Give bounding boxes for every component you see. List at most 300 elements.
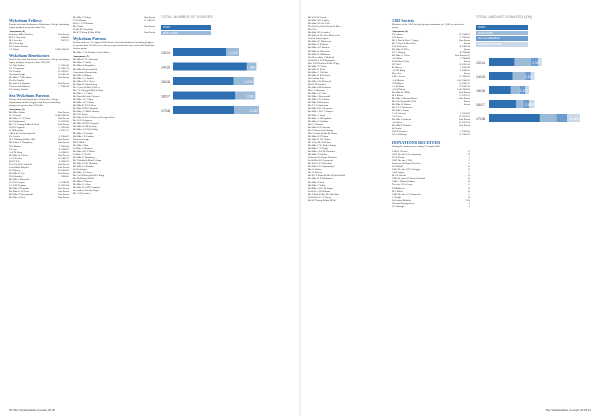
donor-name: Mr Mike Bunchenthal & <box>73 67 98 71</box>
donor-detail: I 1953-63 <box>460 112 470 116</box>
donor-detail: A 1986-91 <box>58 150 69 154</box>
donor-detail: Past Parent <box>58 153 69 157</box>
section-intro: Donors who total donations to Winchester College (including legacy pledges) are greater than £1m <box>9 22 69 29</box>
donor-name: Mr Mike C G Burrell <box>73 76 94 80</box>
donor-name: Mr T W Ng & Mrs E Ho <box>392 99 417 103</box>
donor-name: Mr Mike M J Lindley <box>308 19 330 23</box>
page-gutter <box>299 0 301 416</box>
donor-detail: B 1953-54 <box>459 63 470 67</box>
donor-name: Mr Mike D J L Alderman <box>73 58 98 62</box>
donor-name: Mr Mike R J Mills <box>392 90 411 94</box>
donor-detail: Past Parent <box>58 75 69 79</box>
bar-segment <box>489 58 514 66</box>
donor-detail: Past Parent <box>58 171 69 175</box>
donor-detail: Past Parent <box>144 16 155 19</box>
donor-name: Mr Mike & The Hon Mrs Lovell <box>308 34 340 38</box>
donor-name: C J M Mark <box>392 84 404 88</box>
donor-detail: Past Parent <box>58 190 69 194</box>
donor-name: Mr Mike P S Hotaker <box>73 165 95 169</box>
donor-name: Mr Mike A D Collins <box>73 101 94 105</box>
donor-name: Dr Mike T H S Ho <box>73 152 92 156</box>
donor-detail: Parent <box>463 48 470 52</box>
donor-list <box>73 58 155 195</box>
column-4 <box>392 16 470 404</box>
donor-name: H M Steadley <box>9 174 23 178</box>
donor-name: Mr Mike J Morton-Moore <box>392 96 418 100</box>
donor-detail: ColI 1986-91 <box>456 78 470 82</box>
bar-segment <box>489 86 511 94</box>
donor-name: J R Goolen <box>9 135 20 139</box>
donor-name: 1942 The late C Hill <box>392 159 412 163</box>
donor-detail: D <box>468 174 470 178</box>
donor-name: A R Longley <box>392 171 405 175</box>
donor-name: Mr M T Wong & Mrs M Mei <box>308 198 337 202</box>
donor-name: Mr Mike J P Gordon <box>73 131 94 135</box>
donor-name: Mr Mike M A D H Lill <box>308 22 331 26</box>
data-label: 2,510 <box>524 74 534 79</box>
donor-detail: H <box>468 180 470 184</box>
data-label: 1,530 <box>244 79 253 84</box>
donor-detail: Past Parent <box>58 117 69 121</box>
donor-name: Mr Mike P R K Hoffman <box>73 161 98 165</box>
donor-name: Mr C P Claring & Mrs K Duda <box>9 123 40 127</box>
donor-name: Mr Mike K E Whitmarsh <box>308 177 333 181</box>
donor-name: Mrs H M Priestley <box>308 83 327 87</box>
section-subheading: Anonymous (6) <box>9 29 25 33</box>
donor-name: Mr Mike M J N Hinde <box>73 149 96 153</box>
donor-name: & Mrs M Chin-Watt <box>73 28 93 32</box>
donor-name: 1946 C Ellinor-Gardner <box>392 180 416 184</box>
donor-name: Mr E T V Sanderson <box>392 105 413 109</box>
donor-name: J K Tidball <box>392 165 403 169</box>
donor-name: Mr R Loveday <box>9 41 24 45</box>
donor-name: Dr & Mrs J W P Mylegards <box>308 58 335 62</box>
donor-name: Mr Y Chen & Mrs S Hei <box>392 41 417 45</box>
legend-item: NON-OWS <box>161 31 211 36</box>
donor-name: Albert & Carolina Ipswich <box>9 132 36 136</box>
donor-name: Mr Mike S R V Chow <box>73 79 95 83</box>
donor-detail: K 1969-73 <box>58 156 69 160</box>
donor-name: Mr David & Lady Clement <box>73 94 100 98</box>
donor-name: A W M Kang <box>392 69 406 73</box>
donor-name: A D M Mead <box>392 87 405 91</box>
bar-segment <box>489 114 540 122</box>
donor-name: M S Miller <box>392 189 403 193</box>
donor-name: Mr John N P Bytman <box>9 81 30 85</box>
donor-name: Mr Mike A J Ferre <box>392 54 411 58</box>
donor-detail: D 1963-66 <box>58 184 69 188</box>
donor-name: Mr T Watt <box>73 25 84 29</box>
donor-name: Mr Mike J C Clarke <box>73 91 93 95</box>
bar-segment <box>489 72 513 80</box>
donor-detail: C <box>468 192 470 196</box>
donor-name: Mr Mike M J J Seymour <box>308 107 333 111</box>
donor-name: M D J Cheesman <box>9 35 26 39</box>
donor-name: Mr Mike R J Millman <box>308 52 330 56</box>
footer-right: The Wykehamist Journal 2018 91 <box>545 408 591 412</box>
category-label: 16/17 <box>476 102 485 107</box>
donor-name: A P Gibbs <box>392 57 402 61</box>
donor-name: Mr Y Ichida & Mrs K Chang <box>73 158 102 162</box>
donor-name: Mr J J Vaskey <box>308 168 322 172</box>
donor-name: D H Marlow <box>9 144 22 148</box>
donor-row <box>9 196 69 199</box>
donor-name: Mr Mike A West <box>308 180 325 184</box>
donor-row <box>308 199 388 202</box>
donor-name: Mr A W M Kang & Mrs J Kang <box>73 174 105 178</box>
donor-name: Dr & Mrs D C T Wong <box>308 195 331 199</box>
donor-name: Mr Mike R L M U Lambert <box>73 186 100 190</box>
donor-detail: I 1963-64 <box>59 144 69 148</box>
donor-detail: B 1980-84 <box>459 51 470 55</box>
donor-name: Mrs T M Nicolson & Mr J Pigg <box>308 61 339 65</box>
donor-name: Mr Mike T C H Chan <box>9 117 31 121</box>
data-label: 5,484 <box>570 116 579 121</box>
donor-name: Mr C P Claring & Mrs K Duda <box>73 88 104 92</box>
column-2 <box>73 16 155 404</box>
donor-detail: Past Parent <box>459 118 470 122</box>
donor-name: Mrs I L Robinson <box>308 89 326 93</box>
donor-name: J L Oxburgh <box>392 204 405 208</box>
donor-name: Mr Mike H P O G Dore <box>73 104 97 108</box>
donor-name: Mr Mike W D Stewart <box>308 125 330 129</box>
donor-name: Mr P Summers & Darling <box>308 128 334 132</box>
donor-detail: I 1983-85 <box>460 130 470 134</box>
donor-name: Sir Graham Pont <box>308 76 325 80</box>
donor-name: Mr Mike K Chiat Kuang <box>73 82 98 86</box>
legend-item: GA CLAIMABLE <box>476 36 528 41</box>
section-heading-1382: 1382 Society <box>392 17 415 23</box>
donor-name: F Peterworth-Murray <box>9 85 30 89</box>
section-subheading: Anonymous (7) <box>73 55 89 59</box>
donor-name: Mr Mike P V Anlyssanadel <box>308 165 335 169</box>
donor-name: Mr Mike J Sumer <box>392 109 410 112</box>
donor-detail: D 1969-74 <box>459 84 470 88</box>
donor-name: J R Ashton <box>392 32 403 36</box>
donor-detail: H 1948-53 <box>459 32 470 36</box>
donor-detail: I 1965-62 <box>460 66 470 70</box>
donor-name: Mr Mike M H D Dunstan <box>73 107 98 111</box>
data-label: 2,197 <box>519 88 528 93</box>
column-1 <box>9 16 69 404</box>
donor-detail: 1964-68 <box>60 35 69 39</box>
donor-name: Mrs S Smith & Mrs M Taylor <box>308 131 338 135</box>
donor-name: Mr Mike D R Perpetot <box>308 73 331 77</box>
donor-name: J N Ayre <box>9 147 18 151</box>
bar-segment <box>514 58 530 66</box>
donor-name: Ms Mike D I P Trace <box>9 190 30 194</box>
donor-name: The Ou Family <box>9 78 24 82</box>
donor-name: 1941 The late E D Armstrong <box>392 153 421 157</box>
donor-name: Mr J P Waters <box>308 171 322 175</box>
donor-name: Mr G A Stinson <box>308 122 324 126</box>
donor-name: M J W Rowler <box>392 174 407 178</box>
donor-name: A J Whyte <box>9 48 20 52</box>
donor-detail: Past Parent <box>58 111 69 114</box>
donor-detail: F 1976-81 <box>459 35 470 39</box>
donor-name: Mr Mike P J Mackenzie <box>308 40 332 44</box>
donor-detail: Past Parent <box>58 165 69 169</box>
donor-name: J D A Walling d <box>392 133 408 137</box>
donor-name: Professor Mike Hockley <box>9 32 33 36</box>
data-label: 2,553 <box>524 102 534 107</box>
legend-item: NON-OWS <box>476 31 528 36</box>
donor-list <box>392 33 470 137</box>
bar-segment <box>173 106 234 114</box>
donor-row <box>73 192 155 195</box>
donor-detail: K 1963-67 <box>58 69 69 73</box>
chart-legend-amount <box>476 25 528 47</box>
donor-name: Mr M J P Webb & Mrs K Ijinsk-Webb <box>308 174 346 178</box>
donor-name: Mr Mike N Bengalloa <box>73 64 95 68</box>
category-label: 17/18 <box>476 116 485 121</box>
donor-list <box>9 64 69 91</box>
donor-detail: D <box>468 189 470 193</box>
donor-detail: C 1965-69 <box>58 63 69 67</box>
legend-item: OWS <box>476 25 528 30</box>
donor-detail: B 1983-87 <box>58 147 69 151</box>
donor-row <box>73 31 155 34</box>
donor-name: R J C Ekberg <box>392 51 406 55</box>
donor-name: Cornerstone Bandership <box>73 70 97 74</box>
donors-chart <box>160 48 270 123</box>
donor-name: Mr J Chew & Mrs S M Lee <box>73 85 100 89</box>
section-heading-patrons: Wykeham Patrons <box>73 35 107 41</box>
donor-name: Mr J G D Ferguson <box>73 119 92 123</box>
donor-detail: Past Parent (G) <box>455 54 470 58</box>
donor-detail: G <box>468 149 470 153</box>
donor-detail: Past Parent <box>459 90 470 94</box>
column-3 <box>308 16 388 404</box>
donor-name: N DH Ferguson <box>9 126 25 130</box>
donor-detail: H <box>468 153 470 157</box>
donor-detail: E 1964-67 <box>58 135 69 139</box>
category-label: 14/15 <box>476 74 485 79</box>
bar-segment <box>173 63 247 71</box>
donor-name: C R Williams <box>73 19 87 23</box>
donor-name: A P J Stoe <box>392 115 402 119</box>
donor-detail: I <box>469 156 470 160</box>
donor-name: D P Gordon <box>9 69 21 73</box>
donor-name: Mr Mike A J M Spalder <box>308 116 332 120</box>
donor-name: Mr Mike A K M Powell <box>308 79 332 83</box>
donor-name: Mr Mike K Skinner <box>392 102 412 106</box>
donor-name: Mr Mike F D S Rotter <box>308 98 330 102</box>
donor-name: 1946 Sir James H Docter Fitsmith <box>392 177 426 181</box>
section-intro: Members of the 1382 Society (giving a minimum of £1,382 a year for five years) <box>392 22 465 29</box>
donor-detail: Parent <box>463 72 470 76</box>
donor-name: J G P Ferguson <box>9 66 24 70</box>
donor-detail: B 1965-70 <box>58 72 69 76</box>
donor-name: Mr E T V Sanderson <box>308 104 329 108</box>
donor-detail: G <box>468 183 470 187</box>
donor-name: J G P M Treamon <box>9 184 27 188</box>
donor-detail: Parent <box>463 99 470 103</box>
donor-name: Mr Mike C Smith <box>308 113 326 117</box>
donor-detail: I <box>469 201 470 205</box>
donor-name: The Hon Abbot C Mitchell <box>308 55 335 59</box>
donor-detail: Past Parent <box>58 81 69 85</box>
donor-name: Mr Mike A D Marlow <box>308 46 330 50</box>
category-label: 14/15 <box>161 65 170 70</box>
legend-item: OTHER INCOME <box>476 42 528 47</box>
section-subheading: Anonymous (5) <box>9 107 25 111</box>
amount-chart <box>475 58 593 128</box>
donor-name: J M Mahon <box>392 81 404 85</box>
donor-name: J J Tolgin <box>392 195 402 199</box>
donor-name: Mr Mike A J Mahi Dunlop <box>73 110 100 114</box>
donor-name: M A Leveller <box>9 38 22 42</box>
donor-list <box>73 16 155 34</box>
donor-detail: ColI 1984-59 <box>456 87 470 91</box>
section-heading-fellows: Wykeham Fellows <box>9 17 42 23</box>
donor-detail: D 1965-70 <box>58 66 69 70</box>
category-label: 13/14 <box>476 60 485 65</box>
donor-name: Mr Mike A P J Ros <box>308 92 327 96</box>
donor-name: S W Bynes <box>392 35 403 39</box>
section-intro: During the financial year ending 31 August 2018 <box>392 145 440 149</box>
donor-name: Mr T Watt & Mrs M Chin-Watt <box>308 192 339 196</box>
donor-name: A P Sykes <box>392 121 402 125</box>
donor-name: Mr Mike A W M Gelding <box>73 128 98 132</box>
section-subheading: Anonymous (4) <box>392 29 408 33</box>
donor-name: & Dr C J S Williams <box>73 22 94 26</box>
donor-name: Professor Sir Bryan Thwaites <box>392 162 421 166</box>
donor-name: Lord & Lady Lupton <box>308 37 329 41</box>
footer-left: 90 The Wykehamist Journal 2018 <box>9 408 55 412</box>
donor-name: Dr & Dr C R Williams <box>308 189 331 193</box>
data-label: 1,580 <box>246 65 256 70</box>
donor-name: Mrs J Lee <box>392 72 402 76</box>
donor-name: Mr Mike J H G C Simper <box>308 110 333 114</box>
donor-name: Mr Mike J R Grafton <box>73 134 94 138</box>
donor-name: P W W Bowett <box>392 45 407 49</box>
donor-name: Mr Mike R N Tetton <box>308 134 329 138</box>
donor-name: P M C Lewis <box>392 75 405 79</box>
donor-name: Mr W D Endes <box>73 113 88 117</box>
donor-name: W Hollowbury <box>9 129 24 133</box>
donor-detail: C 1961-66 <box>58 126 69 130</box>
section-note: Mr Mike C J P Drolant, Sevier Mines <box>73 51 110 55</box>
donor-detail: Past Parent <box>58 32 69 36</box>
bar-segment <box>516 100 523 108</box>
donor-name: Dr Mike A Harrison <box>73 146 93 150</box>
donor-name: Mr Mike M N H Ferguson <box>73 122 99 126</box>
donor-detail: A 1946-49 <box>58 181 69 185</box>
donor-name: R O K Thomas <box>392 130 407 134</box>
donor-name: Mr A Dan & Mrs C Chang <box>392 38 418 42</box>
donor-detail: ColI <box>465 198 470 202</box>
donor-name: K F Hall <box>392 63 401 67</box>
donor-name: Mr Mike A West <box>9 196 26 200</box>
donor-detail: G 1985-91 <box>144 19 155 23</box>
bar-segment <box>173 92 235 100</box>
donor-name: K (Chaithaman) <box>9 120 25 124</box>
section-heading-sea-patrons: Sea Wykeham Patrons <box>9 92 50 98</box>
donor-detail: Past Parent <box>459 38 470 42</box>
donor-detail: E <box>468 168 470 172</box>
donor-name: Mr T Tsz Mi Dr H Yuen <box>308 140 332 144</box>
category-label: 15/16 <box>476 88 485 93</box>
donor-row <box>9 48 69 51</box>
donor-name: Mr Mike T V Ochs <box>308 64 327 68</box>
donor-detail: Past Parent <box>58 138 69 142</box>
donor-name: Mr Mike C W Taylor Young <box>308 143 336 147</box>
donor-name: Mr Mike D Humphrey <box>73 155 96 159</box>
donor-name: J A H Lenden <box>9 156 23 160</box>
donor-detail: I 1967-71 <box>59 129 69 133</box>
section-heading-benefactors: Wykeham Benefactors <box>9 52 50 58</box>
donor-name: Lord Malik Mayhew <box>9 165 30 169</box>
donor-name: Mr Mike P Tidbard <box>392 124 411 128</box>
donor-detail: Parent <box>463 102 470 106</box>
chart-title-donors: TOTAL NUMBER OF DONORS <box>161 15 213 19</box>
data-label: 2,907 <box>532 60 541 65</box>
donor-name: 1940 R J Pearce <box>392 149 408 153</box>
donor-detail: I <box>469 159 470 163</box>
donor-name: Mr & Dr J P H Valentine <box>308 162 333 166</box>
donor-name: Mr Mike P Unterannadel <box>9 193 34 197</box>
donor-detail: K 1963-67 <box>58 168 69 172</box>
donor-list <box>9 111 69 199</box>
donor-detail: Past Parent <box>58 123 69 127</box>
donor-name: Mr O Lu <box>308 28 317 32</box>
category-label: 17/18 <box>161 108 170 113</box>
donor-name: Mr Mike J Hale <box>73 143 89 147</box>
donor-name: Mr Mike T Tolloby <box>308 153 327 157</box>
donor-name: Mr Mike J Rainwald <box>9 178 30 182</box>
bar-segment <box>513 72 526 80</box>
donor-name: Sir Patrick Moberly <box>392 198 412 202</box>
donor-detail: I 1964-69 <box>460 57 470 61</box>
donor-detail: Past Parent <box>58 187 69 191</box>
donor-detail: K <box>468 186 470 190</box>
donor-name: Professor Sir Bryan Thwaites <box>308 156 337 160</box>
donor-name: Mr Mike E A Kon <box>73 183 91 187</box>
donor-name: Mr Mike M Rozmnic <box>308 101 329 105</box>
donor-name: Mr Mike A B C M Wight <box>308 186 333 190</box>
donor-name: Mr Robert C Humphrey <box>9 141 33 145</box>
donor-name: Mr Mike N K Marsh <box>308 43 329 47</box>
donor-name: Mr Mike M B Rantsche <box>308 86 332 90</box>
donor-name: Viscount Gough <box>9 72 25 76</box>
bar-segment <box>173 77 234 85</box>
donor-name: The Linden Family <box>9 45 28 49</box>
donor-detail: Past Parent <box>144 31 155 35</box>
donor-detail: B 1970-75 <box>459 115 470 119</box>
donor-detail: Past Parent <box>58 141 69 145</box>
donor-name: Mr Mike K M Du <box>392 48 410 52</box>
donor-detail: Parent <box>463 41 470 45</box>
donor-list <box>392 150 470 208</box>
donor-name: B M P R Li <box>9 159 21 163</box>
donor-detail: C <box>468 171 470 175</box>
donor-name: Mr Mike A L Cobley <box>73 98 94 101</box>
donor-name: Mr Mike D K Ou <box>308 67 326 71</box>
donor-name: Mr Mike H H G Tisher <box>308 137 331 141</box>
donor-detail: B 1960-74 <box>459 45 470 49</box>
donor-detail: C 1969-58 <box>58 85 69 89</box>
donor-name: V A L Stewart <box>392 112 406 116</box>
donor-name: Mr Mr Khaing Whelk <box>73 177 95 181</box>
donor-name: Mr Mike P Kameez <box>73 180 93 184</box>
donor-name: Mr Mike R J M Fernsby <box>73 125 97 129</box>
donor-name: Dr R Johnston <box>73 168 88 172</box>
section-heading-donations: DONATIONS RECEIVED <box>392 140 441 146</box>
donor-name: Mr Mike C White <box>308 183 326 187</box>
data-label: 1,560 <box>245 94 255 99</box>
donor-name: Mr Mike D Foo <box>9 171 25 175</box>
